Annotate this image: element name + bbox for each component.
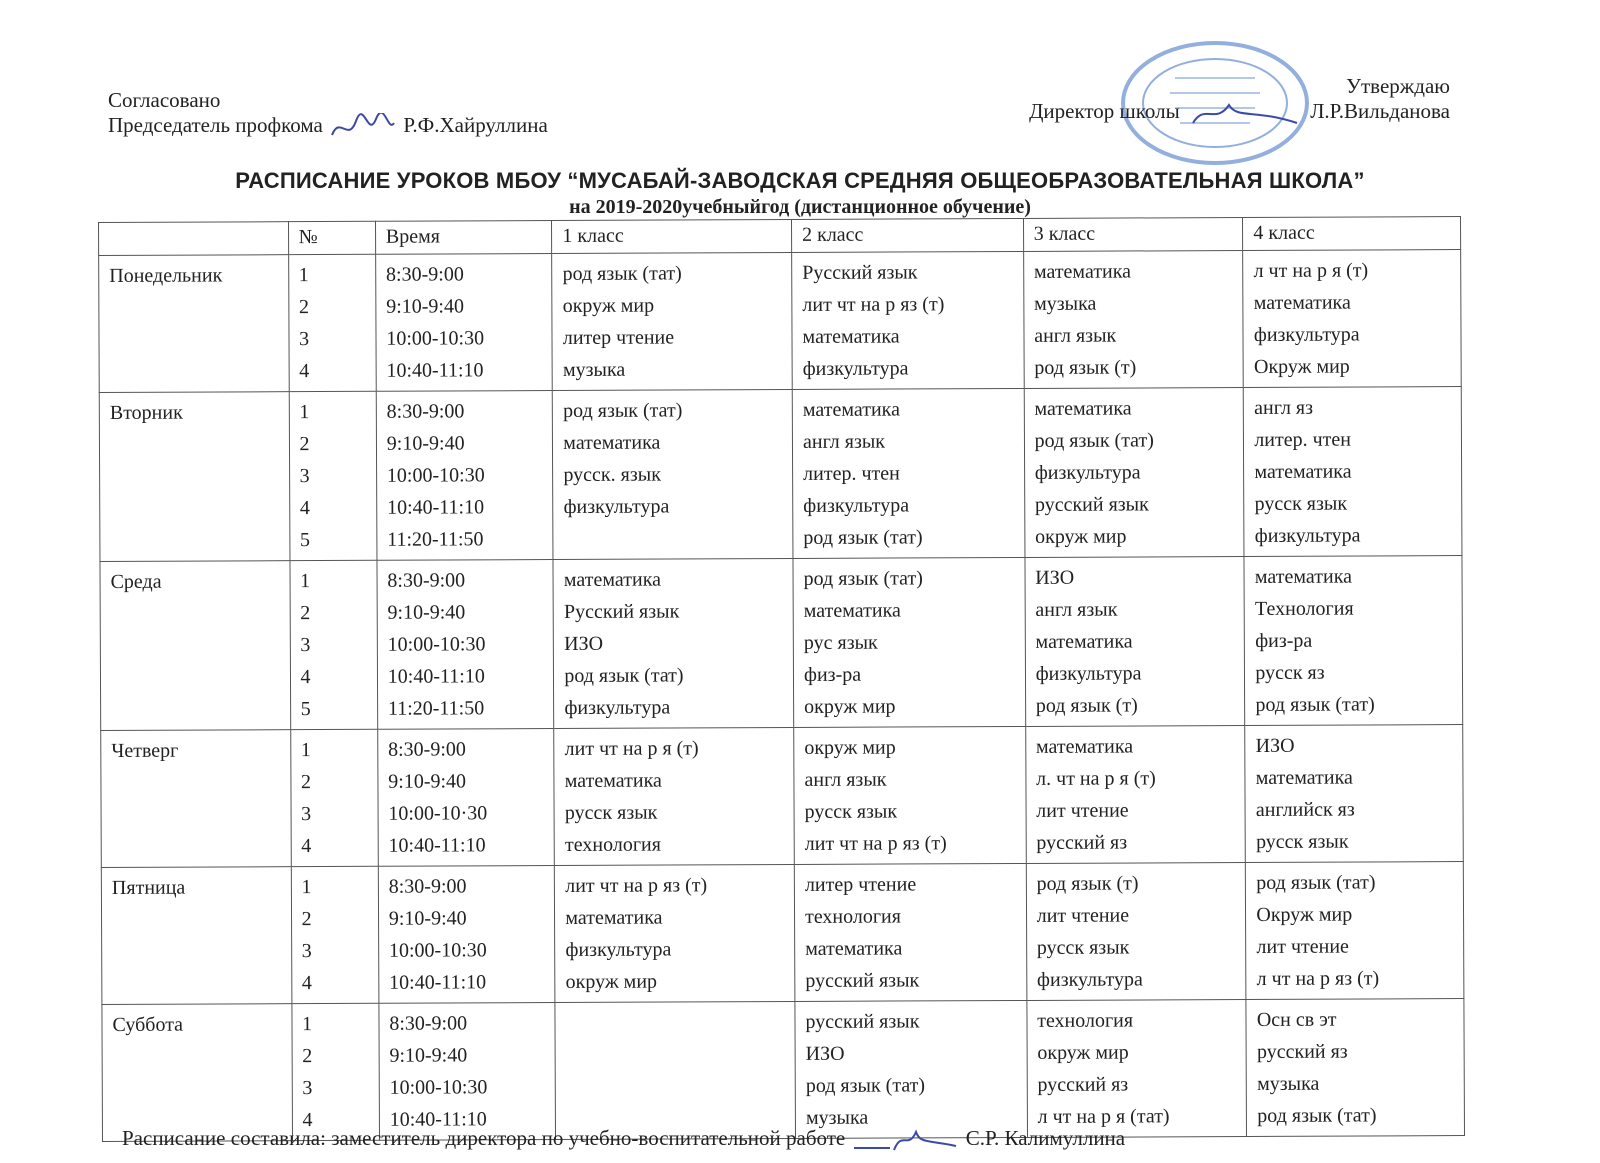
schedule-entry: русский яз [1037, 1073, 1129, 1096]
schedule-entry: окруж мир [1037, 1041, 1129, 1064]
schedule-entry: математика [1254, 565, 1353, 588]
document-subtitle: на 2019-2020учебныйгод (дистанционное обучение) [569, 196, 1031, 218]
schedule-entry: лит чтение [1036, 799, 1129, 822]
class-4-lessons-cell [1244, 556, 1462, 726]
schedule-entry: англ яз [1254, 396, 1314, 419]
footer-text: Расписание составила: заместитель директора по учебно-воспитательной работе [122, 1126, 846, 1150]
schedule-entry: 9:10-9:40 [386, 295, 464, 318]
schedule-entry: окруж мир [565, 970, 658, 993]
schedule-entry: 10:40-11:10 [388, 834, 486, 857]
schedule-entry: 5 [300, 698, 311, 721]
schedule-entry: математика [1254, 460, 1352, 483]
schedule-entry: 1 [302, 1013, 313, 1036]
schedule-entry: английск яз [1255, 798, 1355, 821]
schedule-entry: род язык (тат) [1256, 871, 1376, 894]
schedule-entry: математика [565, 906, 663, 929]
schedule-entry: 10:00-10:30 [388, 939, 487, 962]
day-cell: Среда [100, 561, 290, 731]
schedule-table [98, 216, 1465, 1142]
schedule-entry: русск язык [1254, 492, 1348, 515]
lesson-numbers-cell [289, 391, 377, 560]
schedule-entry: русск яз [1255, 661, 1325, 684]
schedule-entry: математика [563, 568, 662, 591]
schedule-entry: 4 [299, 497, 310, 520]
schedule-entry: 9:10-9:40 [386, 432, 465, 455]
schedule-entry: 4 [301, 972, 312, 995]
schedule-entry: 9:10-9:40 [388, 770, 467, 793]
schedule-entry: физкультура [803, 494, 910, 517]
union-chair-title: Председатель профкома [108, 113, 323, 137]
director-name: Л.Р.Вильданова [1310, 99, 1450, 123]
schedule-entry: 1 [300, 570, 311, 593]
schedule-entry: ИЗО [1255, 734, 1295, 757]
schedule-entry: математика [802, 325, 900, 348]
schedule-entry: род язык (т) [1036, 872, 1139, 895]
table-row [102, 999, 1465, 1142]
schedule-entry: русский язык [805, 1010, 920, 1033]
agreed-label: Согласовано [108, 88, 221, 112]
class-3-lessons-cell [1026, 862, 1246, 1000]
schedule-entry: 2 [300, 602, 311, 625]
schedule-entry: англ язык [1035, 598, 1118, 621]
class-1-lessons-cell [553, 389, 793, 559]
schedule-entry: лит чт на р яз (т) [565, 874, 708, 897]
schedule-entry: род язык (т) [1034, 356, 1137, 379]
schedule-entry: 4 [302, 1109, 313, 1132]
schedule-entry: математика [1034, 397, 1132, 420]
schedule-entry: 5 [299, 529, 310, 552]
compiler-name: С.Р. Калимуллина [965, 1126, 1126, 1150]
lesson-times-cell [375, 254, 552, 392]
schedule-entry: 9:10-9:40 [387, 601, 466, 624]
schedule-entry: 1 [301, 876, 312, 899]
document-title: РАСПИСАНИЕ УРОКОВ МБОУ “МУСАБАЙ-ЗАВОДСКАЯ СРЕДНЯЯ ОБЩЕОБРАЗОВАТЕЛЬНАЯ ШКОЛА” [235, 168, 1365, 193]
approval-block-right [1029, 74, 1450, 127]
day-cell: Суббота [102, 1004, 292, 1142]
schedule-entry: математика [1033, 260, 1132, 283]
schedule-entry: физ-ра [1255, 629, 1313, 652]
schedule-entry: математика [1255, 766, 1353, 789]
header-class-4: 4 класс [1243, 217, 1461, 251]
schedule-entry: технология [1037, 1009, 1134, 1032]
schedule-entry: математика [563, 431, 661, 454]
schedule-entry: род язык (тат) [1255, 693, 1375, 716]
schedule-entry: Осн св эт [1256, 1008, 1337, 1031]
schedule-entry: англ язык [804, 768, 887, 791]
schedule-entry: Русский язык [563, 600, 680, 623]
day-cell: Понедельник [99, 255, 289, 393]
day-cell: Вторник [99, 392, 289, 562]
class-3-lessons-cell [1025, 557, 1245, 727]
table-row [99, 250, 1462, 393]
schedule-entry: 10:40-11:10 [386, 496, 485, 519]
schedule-entry: 10:00-10:30 [389, 1076, 488, 1099]
schedule-entry: л. чт на р я (т) [1036, 767, 1156, 790]
lesson-numbers-cell [288, 254, 376, 391]
schedule-entry: род язык (тат) [1257, 1104, 1377, 1127]
header-class-2: 2 класс [792, 218, 1024, 252]
schedule-entry: 8:30-9:00 [387, 569, 466, 592]
table-row [100, 556, 1463, 731]
class-2-lessons-cell [792, 251, 1024, 389]
schedule-entry: физкультура [565, 938, 672, 961]
table-row [101, 862, 1464, 1005]
schedule-entry: литер. чтен [803, 462, 900, 485]
schedule-entry: лит чтение [1256, 935, 1349, 958]
schedule-entry: 3 [299, 465, 310, 488]
schedule-entry: 11:20-11:50 [387, 528, 484, 551]
class-4-lessons-cell [1245, 725, 1463, 863]
schedule-entry: Окруж мир [1256, 903, 1353, 926]
schedule-entry: ИЗО [1035, 566, 1075, 589]
schedule-entry: музыка [1034, 292, 1097, 315]
schedule-entry: литер чтение [562, 326, 675, 349]
signature-icon [328, 113, 398, 141]
schedule-entry: физкультура [564, 696, 671, 719]
schedule-entry: 11:20-11:50 [387, 697, 485, 720]
lesson-numbers-cell [290, 729, 378, 866]
header-time: Время [375, 221, 552, 255]
schedule-entry: 8:30-9:00 [389, 1012, 468, 1035]
day-cell: Пятница [101, 867, 291, 1005]
class-3-lessons-cell [1027, 999, 1247, 1137]
union-chair-line [108, 113, 548, 141]
schedule-entry: 2 [299, 433, 310, 456]
director-title: Директор школы [1029, 99, 1180, 123]
class-4-lessons-cell [1244, 387, 1462, 557]
schedule-entry: л чт на р яз (т) [1256, 967, 1380, 990]
lesson-times-cell [376, 391, 553, 561]
schedule-entry: 2 [298, 296, 309, 319]
class-2-lessons-cell [795, 1000, 1027, 1138]
class-4-lessons-cell [1246, 999, 1464, 1137]
schedule-entry: технология [564, 833, 661, 856]
schedule-entry: англ язык [802, 430, 886, 453]
schedule-entry: 10:40-11:10 [386, 359, 484, 382]
schedule-entry: окруж мир [562, 294, 655, 317]
schedule-entry: литер. чтен [1254, 428, 1352, 451]
schedule-entry: 10:40-11:10 [387, 665, 485, 688]
schedule-entry: 2 [302, 1045, 313, 1068]
schedule-entry: 4 [299, 360, 310, 383]
schedule-entry: англ язык [1034, 324, 1117, 347]
schedule-entry: русский яз [1036, 831, 1128, 854]
header-day [99, 222, 289, 256]
schedule-entry: лит чт на р я (т) [564, 737, 699, 760]
schedule-entry: математика [802, 398, 900, 421]
schedule-entry: род язык (тат) [803, 526, 923, 549]
schedule-entry: физкультура [563, 495, 670, 518]
lesson-numbers-cell [290, 560, 378, 729]
schedule-entry: 1 [299, 401, 310, 424]
class-2-lessons-cell [792, 388, 1024, 558]
schedule-entry: лит чт на р яз (т) [804, 832, 947, 855]
class-2-lessons-cell [794, 863, 1026, 1001]
union-chair-name: Р.Ф.Хайруллина [403, 113, 548, 137]
lesson-times-cell [378, 729, 555, 867]
schedule-entry: русский язык [1034, 493, 1149, 516]
schedule-entry: музыка [805, 1106, 869, 1129]
schedule-entry: русск язык [564, 801, 658, 824]
schedule-entry: физ-ра [803, 663, 862, 686]
schedule-entry: физкультура [1034, 461, 1141, 484]
schedule-entry: русск язык [804, 800, 898, 823]
schedule-entry: ИЗО [805, 1042, 845, 1065]
schedule-entry: 10:00-10:30 [386, 327, 485, 350]
schedule-entry: род язык (тат) [563, 399, 683, 422]
schedule-entry: Русский язык [802, 261, 918, 284]
schedule-entry: род язык (тат) [803, 567, 923, 590]
schedule-entry: русский язык [805, 969, 920, 992]
schedule-entry: окруж мир [804, 695, 896, 718]
schedule-entry: 3 [300, 634, 311, 657]
class-1-lessons-cell [555, 1001, 795, 1139]
lesson-times-cell [378, 866, 555, 1004]
schedule-entry: 1 [300, 739, 311, 762]
schedule-entry: математика [803, 599, 901, 622]
schedule-entry: русск. язык [563, 463, 661, 486]
schedule-entry: 3 [302, 1077, 313, 1100]
schedule-entry: математика [1035, 735, 1134, 758]
schedule-entry: Технология [1254, 597, 1354, 620]
header-class-3: 3 класс [1023, 218, 1243, 252]
schedule-entry: род язык (т) [1035, 694, 1138, 717]
schedule-entry: русск язык [1255, 830, 1349, 853]
schedule-entry: физкультура [1035, 662, 1142, 685]
schedule-entry: окруж мир [804, 736, 896, 759]
class-1-lessons-cell [552, 252, 792, 390]
schedule-entry: 10:00-10:30 [386, 464, 485, 487]
schedule-entry: 10:40-11:10 [389, 971, 487, 994]
director-line [1029, 99, 1450, 127]
schedule-entry: 8:30-9:00 [386, 400, 465, 423]
schedule-entry: 9:10-9:40 [389, 1044, 468, 1067]
table-row [101, 725, 1464, 868]
schedule-entry: математика [1035, 630, 1133, 653]
schedule-entry: физкультура [1036, 968, 1143, 991]
schedule-entry: физкультура [802, 357, 909, 380]
approval-block-left [108, 88, 548, 141]
class-4-lessons-cell [1246, 862, 1464, 1000]
schedule-entry: род язык (тат) [562, 262, 682, 285]
lesson-numbers-cell [291, 866, 379, 1003]
schedule-entry: технология [805, 905, 901, 928]
schedule-entry: 8:30-9:00 [388, 875, 467, 898]
table-row [99, 387, 1462, 562]
schedule-entry: 3 [301, 803, 312, 826]
schedule-entry: физкультура [1253, 323, 1360, 346]
schedule-entry: математика [1253, 291, 1351, 314]
schedule-entry: род язык (тат) [1034, 429, 1154, 452]
class-3-lessons-cell [1023, 251, 1243, 389]
schedule-entry: рус язык [803, 631, 878, 654]
schedule-entry: 4 [301, 835, 312, 858]
lesson-numbers-cell [291, 1003, 379, 1140]
schedule-entry: 9:10-9:40 [388, 907, 467, 930]
schedule-entry: род язык (тат) [564, 664, 684, 687]
footer-note [122, 1126, 1125, 1152]
schedule-entry: Окруж мир [1253, 355, 1350, 378]
schedule-entry: 1 [298, 264, 309, 287]
class-2-lessons-cell [794, 726, 1026, 864]
class-1-lessons-cell [555, 864, 795, 1002]
header-class-1: 1 класс [552, 219, 792, 253]
schedule-entry: л чт на р я (т) [1253, 259, 1369, 282]
schedule-entry: лит чтение [1036, 904, 1130, 927]
schedule-entry: русский яз [1256, 1040, 1348, 1063]
schedule-entry: литер чтение [804, 873, 917, 896]
schedule-entry: 10:00-10:30 [387, 633, 486, 656]
schedule-entry: русск язык [1036, 936, 1130, 959]
compiler-signature-icon [850, 1128, 960, 1152]
lesson-times-cell [377, 560, 554, 730]
class-3-lessons-cell [1024, 388, 1244, 558]
schedule-entry: 8:30-9:00 [385, 263, 464, 286]
approve-label: Утверждаю [1346, 74, 1450, 98]
schedule-entry: 10:40-11:10 [389, 1108, 487, 1131]
class-1-lessons-cell [554, 727, 794, 865]
schedule-entry: 4 [300, 666, 311, 689]
schedule-entry: математика [564, 769, 662, 792]
schedule-entry: 3 [299, 328, 310, 351]
schedule-entry: музыка [1257, 1072, 1320, 1095]
schedule-entry: ИЗО [564, 632, 604, 655]
header-number: № [288, 221, 375, 254]
schedule-entry: лит чт на р яз (т) [802, 293, 945, 316]
schedule-entry: математика [805, 937, 903, 960]
class-1-lessons-cell [553, 558, 793, 728]
schedule-entry: 2 [301, 908, 312, 931]
schedule-entry: музыка [562, 358, 626, 381]
schedule-entry: 3 [301, 940, 312, 963]
class-2-lessons-cell [793, 557, 1025, 727]
schedule-entry: 2 [300, 771, 312, 794]
schedule-entry: 8:30-9:00 [388, 738, 466, 761]
schedule-entry: 10:00-10·30 [388, 802, 488, 825]
class-4-lessons-cell [1243, 250, 1461, 388]
lesson-times-cell [379, 1003, 556, 1141]
day-cell: Четверг [101, 730, 291, 868]
class-3-lessons-cell [1025, 725, 1245, 863]
schedule-entry: физкультура [1254, 524, 1361, 547]
schedule-entry: окруж мир [1035, 525, 1127, 548]
director-signature-icon [1185, 99, 1305, 127]
schedule-entry: л чт на р я (тат) [1037, 1105, 1170, 1128]
schedule-entry: род язык (тат) [805, 1074, 926, 1097]
